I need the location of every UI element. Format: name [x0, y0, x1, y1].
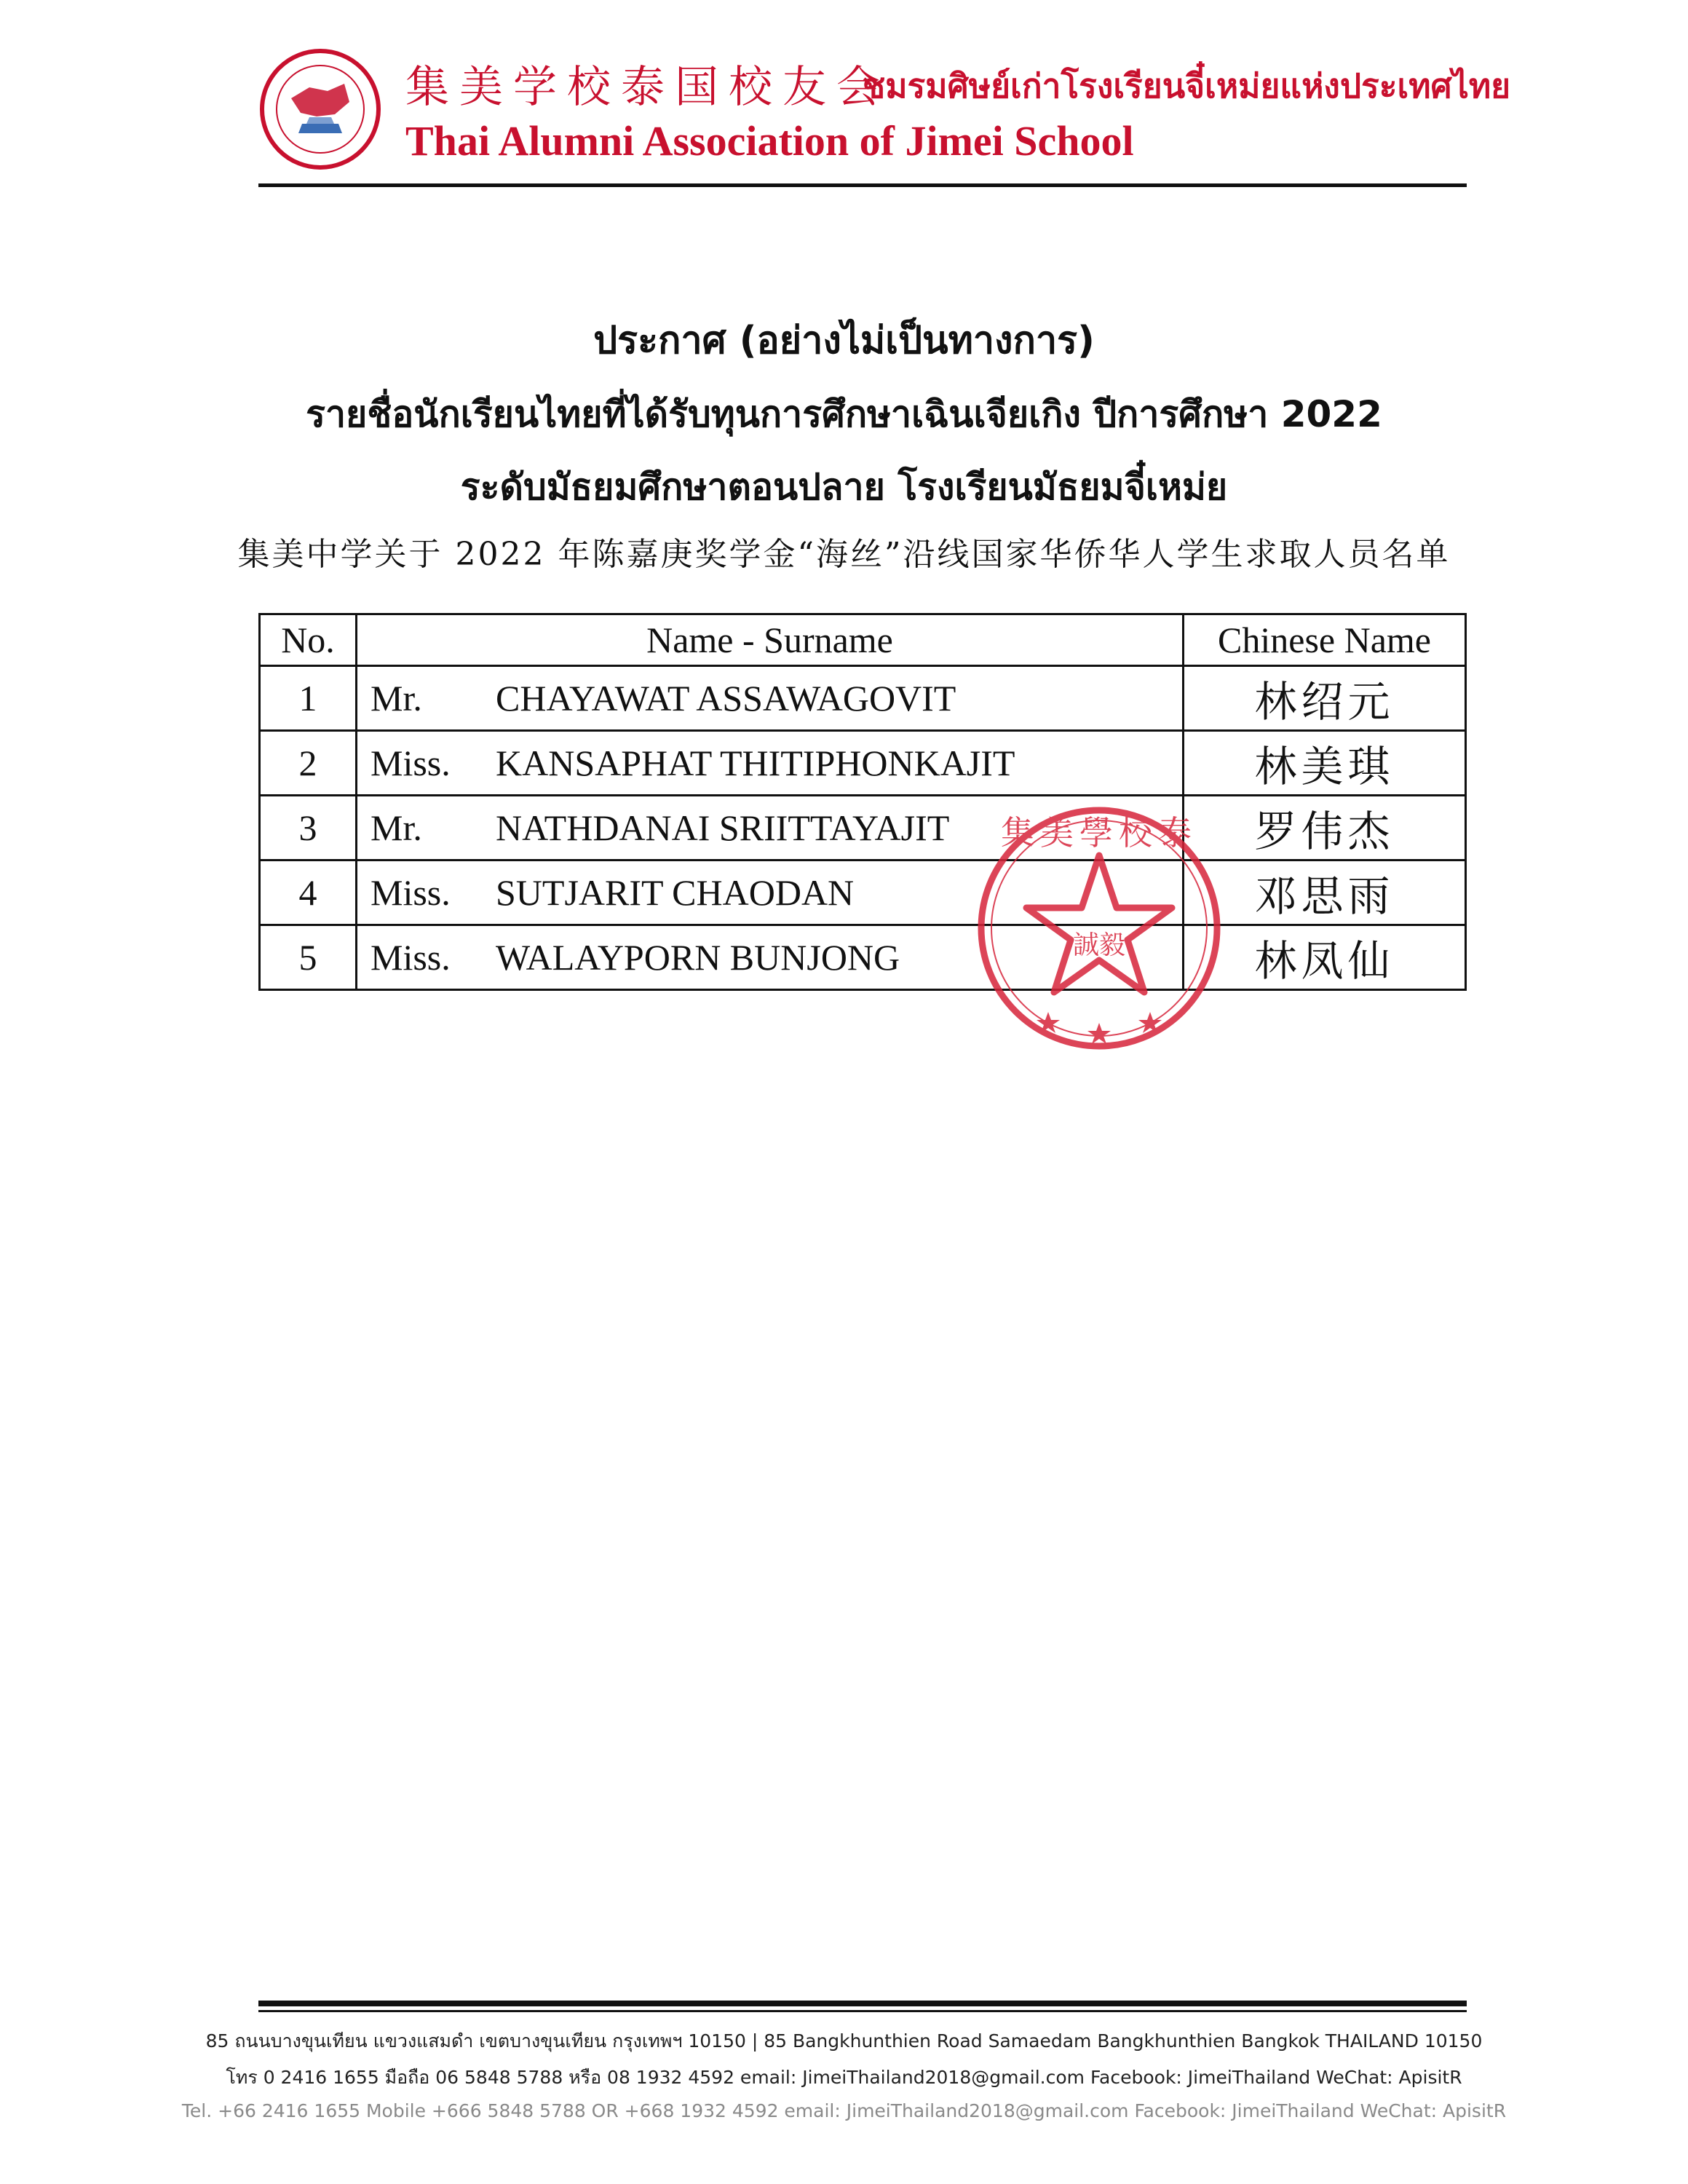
letterhead	[258, 44, 1511, 189]
row-number: 1	[260, 666, 357, 731]
table-header-row	[260, 614, 1466, 666]
footer-contact-thai: โทร 0 2416 1655 มือถือ 06 5848 5788 หรือ 08 1932 4592 email: JimeiThailand2018@gmail.com Facebook: JimeiThailand WeChat: ApisitR	[226, 2067, 1462, 2088]
table-row	[260, 666, 1466, 731]
table-row	[260, 860, 1466, 925]
header-divider	[258, 183, 1467, 187]
footer-divider-thick	[258, 2001, 1467, 2006]
svg-text:集美學校泰: 集美學校泰	[1001, 813, 1197, 852]
table-row	[260, 925, 1466, 990]
chinese-name: 林绍元	[1184, 666, 1466, 731]
org-name-thai: ชมรมศิษย์เก่าโรงเรียนจี๋เหม่ยแห่งประเทศไทย	[863, 66, 1511, 106]
svg-text:誠毅: 誠毅	[1072, 930, 1126, 960]
footer-divider-thin	[258, 2010, 1467, 2012]
name-title: Miss.	[371, 872, 451, 913]
column-header-name: Name - Surname	[357, 614, 1184, 666]
column-header-no: No.	[260, 614, 357, 666]
table-row	[260, 796, 1466, 860]
name-title: Mr.	[371, 807, 422, 848]
full-name: SUTJARIT CHAODAN	[496, 872, 855, 913]
scholarship-recipients-table	[258, 613, 1467, 991]
association-logo	[258, 47, 382, 171]
column-header-chinese-name: Chinese Name	[1184, 614, 1466, 666]
name-title: Miss.	[371, 937, 451, 978]
chinese-name: 林美琪	[1184, 731, 1466, 796]
chinese-name: 林凤仙	[1184, 925, 1466, 990]
chinese-name: 邓思雨	[1184, 860, 1466, 925]
full-name: KANSAPHAT THITIPHONKAJIT	[496, 743, 1015, 783]
name-title: Miss.	[371, 743, 451, 783]
announcement-title: ประกาศ (อย่างไม่เป็นทางการ)	[593, 319, 1095, 363]
chinese-name: 罗伟杰	[1184, 796, 1466, 860]
official-seal-stamp	[975, 804, 1223, 1052]
full-name: WALAYPORN BUNJONG	[496, 937, 900, 978]
announcement-subtitle: รายชื่อนักเรียนไทยที่ได้รับทุนการศึกษาเฉินเจียเกิง ปีการศึกษา 2022	[306, 393, 1382, 435]
name-title: Mr.	[371, 678, 422, 719]
table-row	[260, 731, 1466, 796]
announcement-title-chinese: 集美中学关于 2022 年陈嘉庚奖学金“海丝”沿线国家华侨华人学生求取人员名单	[237, 536, 1451, 573]
row-number: 2	[260, 731, 357, 796]
row-name-cell	[357, 666, 1184, 731]
org-name-english: Thai Alumni Association of Jimei School	[405, 117, 1134, 165]
footer-contact-english: Tel. +66 2416 1655 Mobile +666 5848 5788 OR +668 1932 4592 email: JimeiThailand2018@gmail.com Facebook: JimeiThailand WeChat: ApisitR	[181, 2100, 1507, 2121]
row-name-cell	[357, 731, 1184, 796]
row-number: 5	[260, 925, 357, 990]
full-name: CHAYAWAT ASSAWAGOVIT	[496, 678, 956, 719]
row-number: 3	[260, 796, 357, 860]
org-name-chinese: 集美学校泰国校友会	[405, 62, 890, 113]
announcement-level: ระดับมัธยมศึกษาตอนปลาย โรงเรียนมัธยมจี๋เหม่ย	[460, 466, 1228, 508]
row-number: 4	[260, 860, 357, 925]
full-name: NATHDANAI SRIITTAYAJIT	[496, 807, 950, 848]
footer-address: 85 ถนนบางขุนเทียน แขวงแสมดำ เขตบางขุนเทียน กรุงเทพฯ 10150 | 85 Bangkhunthien Road Samaedam Bangkhunthien Bangkok THAILAND 10150	[205, 2030, 1483, 2052]
